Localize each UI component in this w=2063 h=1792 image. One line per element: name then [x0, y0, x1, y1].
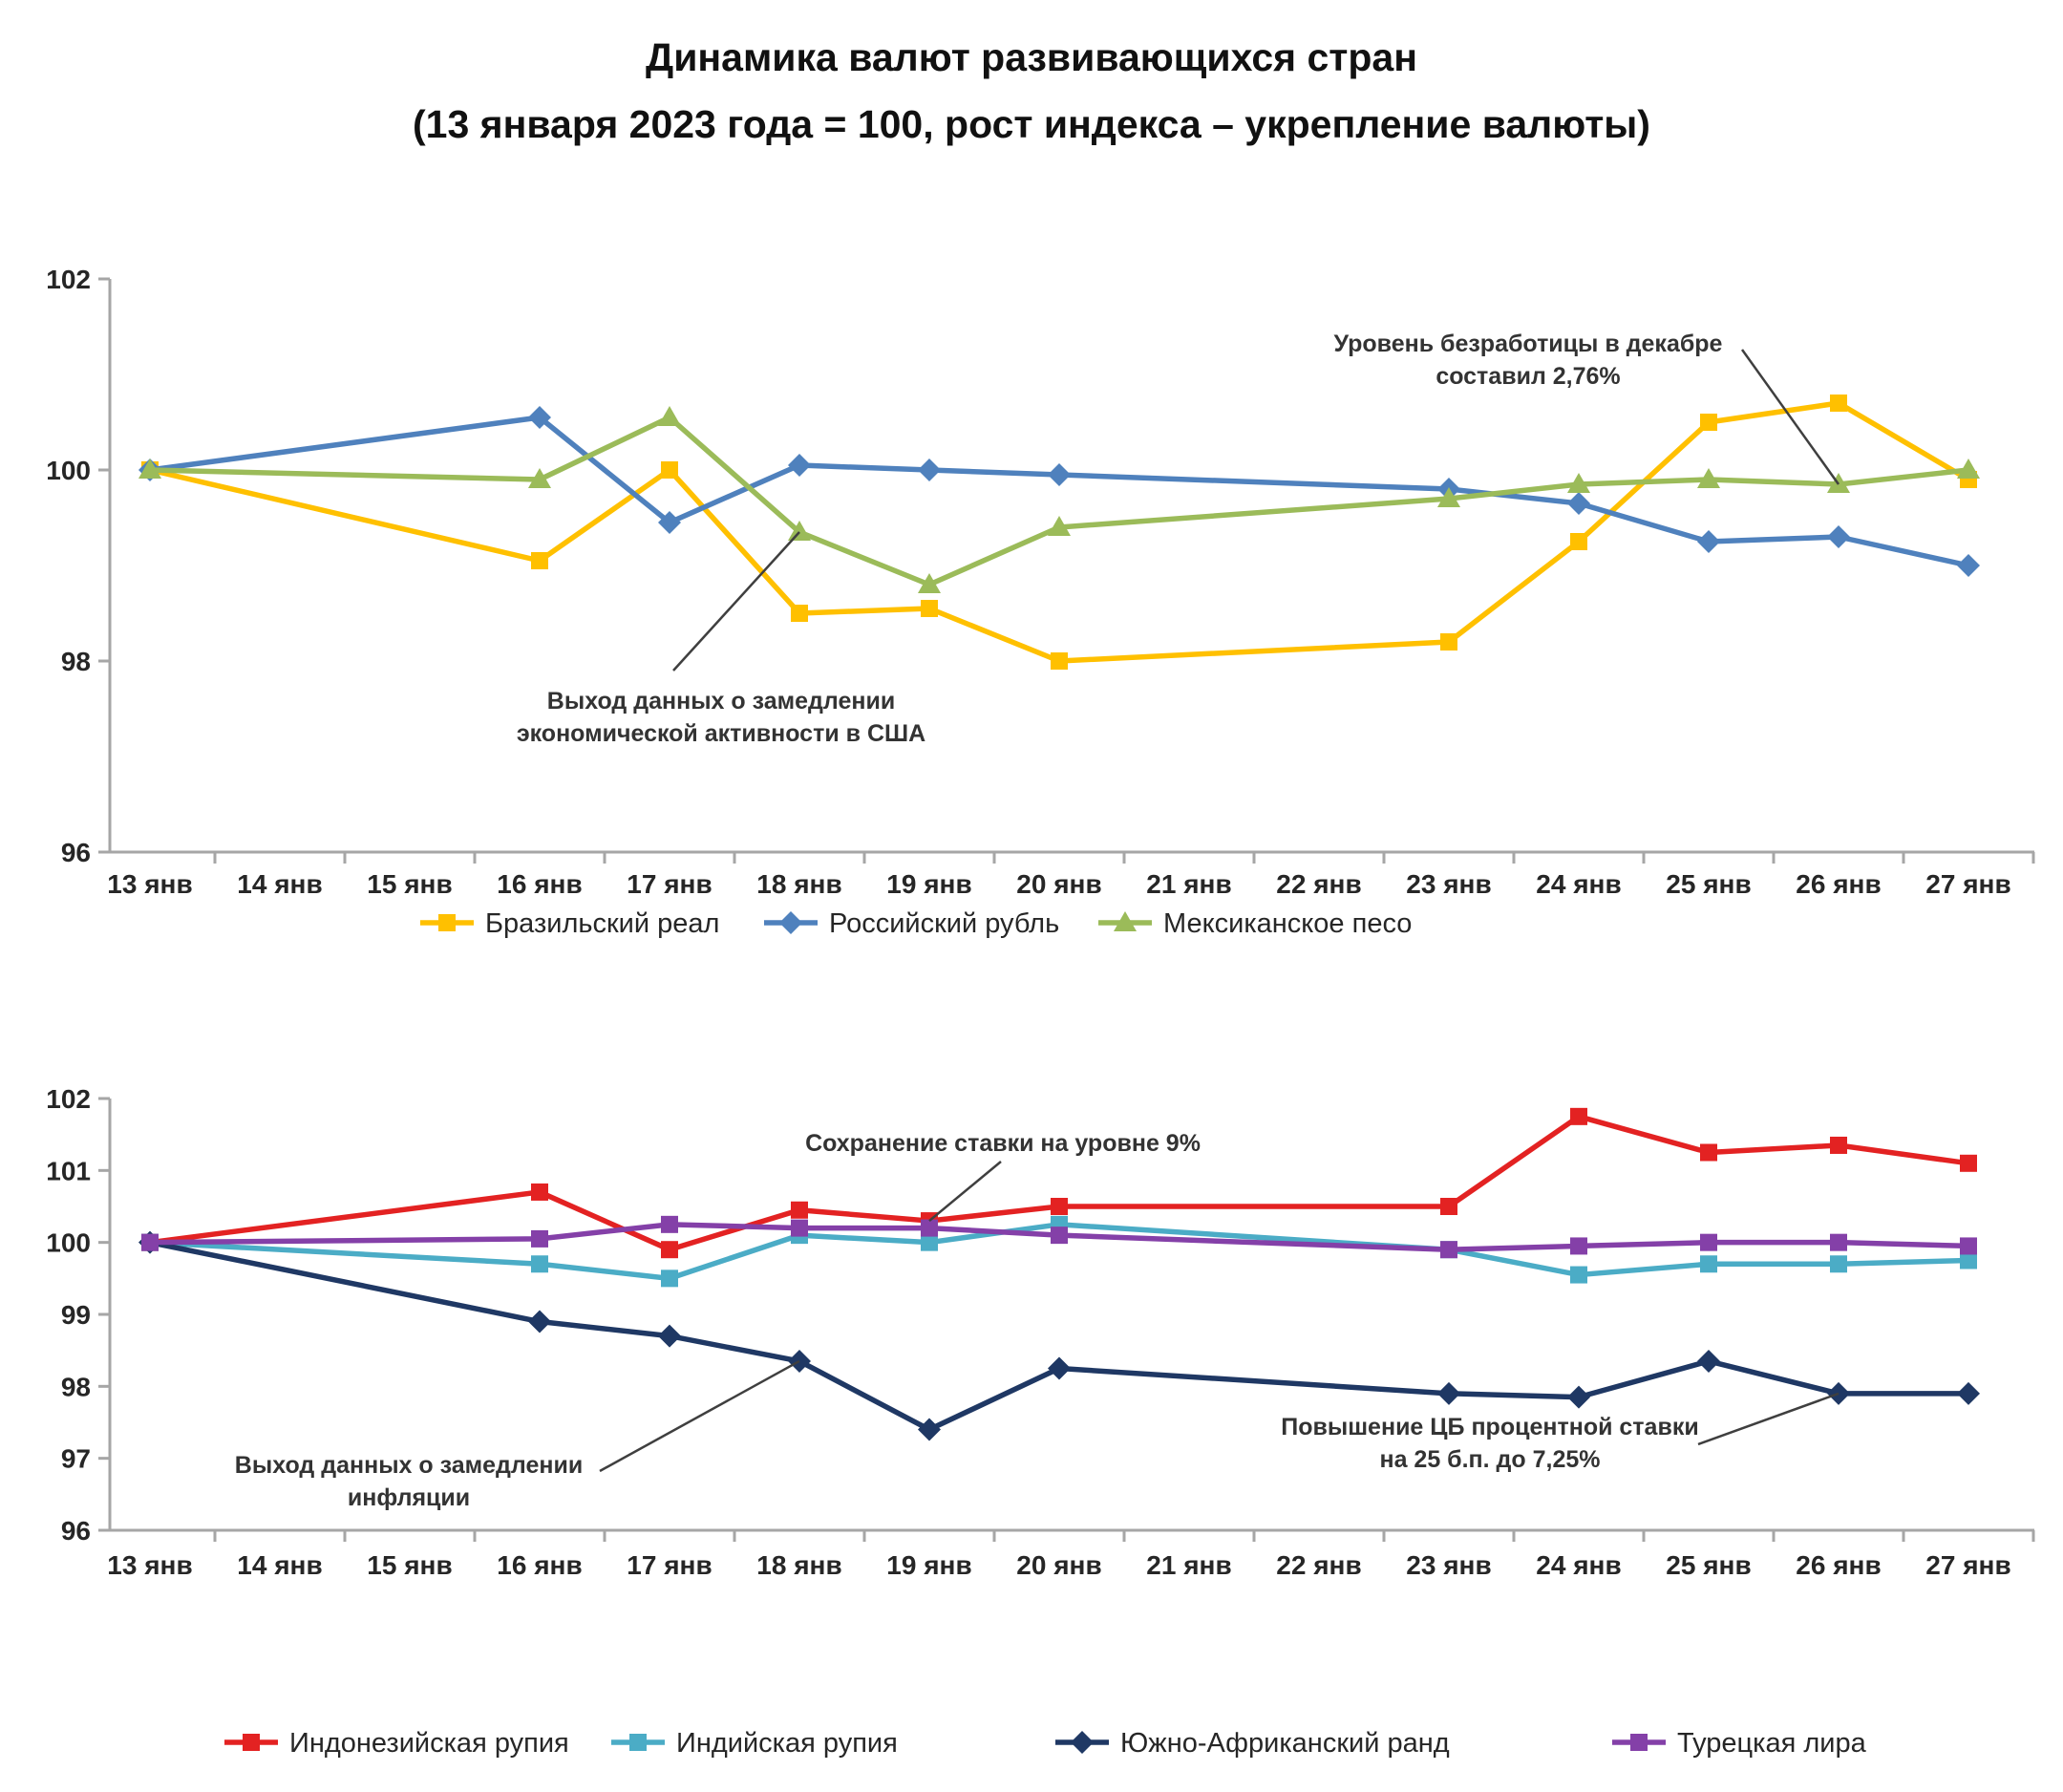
- page-title-line1: Динамика валют развивающихся стран: [645, 35, 1417, 79]
- x-tick-label: 16 янв: [497, 869, 583, 899]
- annotation-text-inflation-slowdown-note: инфляции: [347, 1484, 471, 1511]
- x-tick-label: 19 янв: [886, 1550, 972, 1580]
- data-point-indonesian-rupiah: [1830, 1137, 1847, 1154]
- data-point-russian-ruble: [1567, 492, 1590, 515]
- data-point-brazilian-real: [921, 600, 938, 617]
- data-point-south-african-rand: [1048, 1357, 1071, 1380]
- y-tick-label: 98: [60, 1372, 91, 1402]
- y-tick-label: 101: [46, 1156, 91, 1186]
- x-tick-label: 18 янв: [756, 1550, 842, 1580]
- chart-0: [46, 265, 2034, 939]
- data-point-russian-ruble: [788, 454, 811, 477]
- y-tick-label: 100: [46, 1227, 91, 1258]
- page-title: [0, 25, 2063, 158]
- x-tick-label: 14 янв: [237, 1550, 323, 1580]
- data-point-south-african-rand: [658, 1325, 681, 1348]
- x-tick-label: 22 янв: [1276, 869, 1362, 899]
- y-tick-label: 102: [46, 1084, 91, 1114]
- x-tick-label: 15 янв: [367, 869, 453, 899]
- y-tick-label: 96: [60, 838, 91, 867]
- data-point-indonesian-rupiah: [661, 1241, 678, 1258]
- x-tick-label: 13 янв: [107, 869, 193, 899]
- x-tick-label: 25 янв: [1666, 869, 1752, 899]
- data-point-brazilian-real: [791, 605, 808, 622]
- data-point-turkish-lira: [141, 1234, 159, 1251]
- data-point-indian-rupee: [1570, 1267, 1587, 1284]
- annotation-text-inflation-slowdown-note: Выход данных о замедлении: [234, 1452, 584, 1479]
- data-point-russian-ruble: [918, 459, 941, 481]
- x-tick-label: 23 янв: [1406, 869, 1492, 899]
- x-tick-label: 26 янв: [1796, 1550, 1882, 1580]
- data-point-russian-ruble: [1048, 463, 1071, 486]
- legend-item-russian-ruble: Российский рубль: [829, 908, 1060, 939]
- legend-item-south-african-rand: Южно-Африканский ранд: [1120, 1728, 1450, 1759]
- legend-swatch-marker-south-african-rand: [1071, 1731, 1094, 1754]
- data-point-south-african-rand: [1957, 1382, 1980, 1405]
- x-tick-label: 13 янв: [107, 1550, 193, 1580]
- data-point-mexican-peso: [658, 406, 681, 426]
- legend-swatch-marker-brazilian-real: [438, 914, 456, 931]
- annotation-text-cb-rate-hike-note: Повышение ЦБ процентной ставки: [1281, 1414, 1699, 1440]
- annotation-text-unemployment-note: Уровень безработицы в декабре: [1333, 331, 1723, 357]
- annotation-text-us-activity-note: экономической активности в США: [516, 720, 926, 747]
- data-point-indian-rupee: [1830, 1255, 1847, 1272]
- data-point-south-african-rand: [528, 1311, 551, 1333]
- x-tick-label: 14 янв: [237, 869, 323, 899]
- annotation-text-us-activity-note: Выход данных о замедлении: [546, 688, 896, 715]
- legend-item-brazilian-real: Бразильский реал: [485, 908, 720, 939]
- legend-swatch-marker-russian-ruble: [779, 911, 802, 934]
- y-tick-label: 96: [60, 1516, 91, 1546]
- annotation-text-cb-rate-hike-note: на 25 б.п. до 7,25%: [1379, 1446, 1601, 1473]
- data-point-indonesian-rupiah: [1051, 1198, 1068, 1215]
- x-tick-label: 25 янв: [1666, 1550, 1752, 1580]
- data-point-brazilian-real: [531, 552, 548, 569]
- x-tick-label: 21 янв: [1146, 869, 1232, 899]
- series-line-mexican-peso: [150, 417, 1968, 585]
- series-line-russian-ruble: [150, 417, 1968, 565]
- data-point-brazilian-real: [1051, 652, 1068, 670]
- legend-swatch-marker-turkish-lira: [1630, 1734, 1648, 1751]
- data-point-brazilian-real: [1830, 395, 1847, 412]
- data-point-turkish-lira: [1051, 1227, 1068, 1244]
- data-point-indonesian-rupiah: [1700, 1144, 1717, 1162]
- data-point-russian-ruble: [1957, 554, 1980, 577]
- x-tick-label: 24 янв: [1536, 1550, 1622, 1580]
- annotation-arrow-cb-rate-hike-note: [1698, 1394, 1839, 1444]
- x-tick-label: 20 янв: [1016, 1550, 1102, 1580]
- data-point-indonesian-rupiah: [1440, 1198, 1457, 1215]
- annotation-text-unemployment-note: составил 2,76%: [1436, 363, 1621, 390]
- legend-swatch-marker-indonesian-rupiah: [243, 1734, 260, 1751]
- data-point-turkish-lira: [921, 1220, 938, 1237]
- data-point-south-african-rand: [1437, 1382, 1460, 1405]
- data-point-indonesian-rupiah: [1960, 1155, 1977, 1172]
- x-tick-label: 16 янв: [497, 1550, 583, 1580]
- y-tick-label: 99: [60, 1300, 91, 1330]
- series-line-south-african-rand: [150, 1243, 1968, 1430]
- annotation-text-rate-hold-note: Сохранение ставки на уровне 9%: [805, 1130, 1201, 1157]
- data-point-indian-rupee: [661, 1269, 678, 1287]
- data-point-turkish-lira: [1570, 1237, 1587, 1254]
- data-point-russian-ruble: [1827, 525, 1850, 548]
- data-point-indonesian-rupiah: [1570, 1108, 1587, 1125]
- data-point-turkish-lira: [531, 1230, 548, 1248]
- data-point-indonesian-rupiah: [531, 1184, 548, 1201]
- x-tick-label: 17 янв: [627, 869, 712, 899]
- x-tick-label: 21 янв: [1146, 1550, 1232, 1580]
- data-point-turkish-lira: [1960, 1237, 1977, 1254]
- legend-item-turkish-lira: Турецкая лира: [1677, 1728, 1866, 1759]
- legend-item-indonesian-rupiah: Индонезийская рупия: [289, 1728, 569, 1759]
- data-point-turkish-lira: [791, 1220, 808, 1237]
- x-tick-label: 24 янв: [1536, 869, 1622, 899]
- x-tick-label: 23 янв: [1406, 1550, 1492, 1580]
- data-point-turkish-lira: [1440, 1241, 1457, 1258]
- data-point-brazilian-real: [661, 461, 678, 479]
- data-point-south-african-rand: [1697, 1350, 1720, 1373]
- data-point-south-african-rand: [918, 1419, 941, 1441]
- x-tick-label: 18 янв: [756, 869, 842, 899]
- x-tick-label: 27 янв: [1925, 869, 2011, 899]
- y-tick-label: 97: [60, 1443, 91, 1474]
- x-tick-label: 22 янв: [1276, 1550, 1362, 1580]
- x-tick-label: 15 янв: [367, 1550, 453, 1580]
- data-point-indian-rupee: [1700, 1255, 1717, 1272]
- x-tick-label: 19 янв: [886, 869, 972, 899]
- x-tick-label: 17 янв: [627, 1550, 712, 1580]
- data-point-south-african-rand: [1567, 1386, 1590, 1409]
- data-point-brazilian-real: [1440, 633, 1457, 651]
- chart-1: [46, 1084, 2034, 1759]
- annotation-arrow-inflation-slowdown-note: [600, 1361, 799, 1471]
- data-point-russian-ruble: [1697, 530, 1720, 553]
- data-point-brazilian-real: [1570, 533, 1587, 550]
- annotation-arrow-us-activity-note: [673, 532, 799, 671]
- y-tick-label: 102: [46, 265, 91, 294]
- legend-swatch-marker-indian-rupee: [629, 1734, 647, 1751]
- data-point-indonesian-rupiah: [791, 1202, 808, 1219]
- x-tick-label: 26 янв: [1796, 869, 1882, 899]
- x-tick-label: 20 янв: [1016, 869, 1102, 899]
- data-point-brazilian-real: [1700, 414, 1717, 431]
- y-tick-label: 100: [46, 456, 91, 485]
- page-title-line2: (13 января 2023 года = 100, рост индекса – укрепление валюты): [413, 101, 1650, 146]
- x-tick-label: 27 янв: [1925, 1550, 2011, 1580]
- data-point-indian-rupee: [531, 1255, 548, 1272]
- data-point-turkish-lira: [1830, 1234, 1847, 1251]
- y-tick-label: 98: [60, 647, 91, 676]
- legend-item-indian-rupee: Индийская рупия: [676, 1728, 898, 1759]
- legend-item-mexican-peso: Мексиканское песо: [1163, 908, 1413, 939]
- data-point-turkish-lira: [661, 1216, 678, 1233]
- data-point-turkish-lira: [1700, 1234, 1717, 1251]
